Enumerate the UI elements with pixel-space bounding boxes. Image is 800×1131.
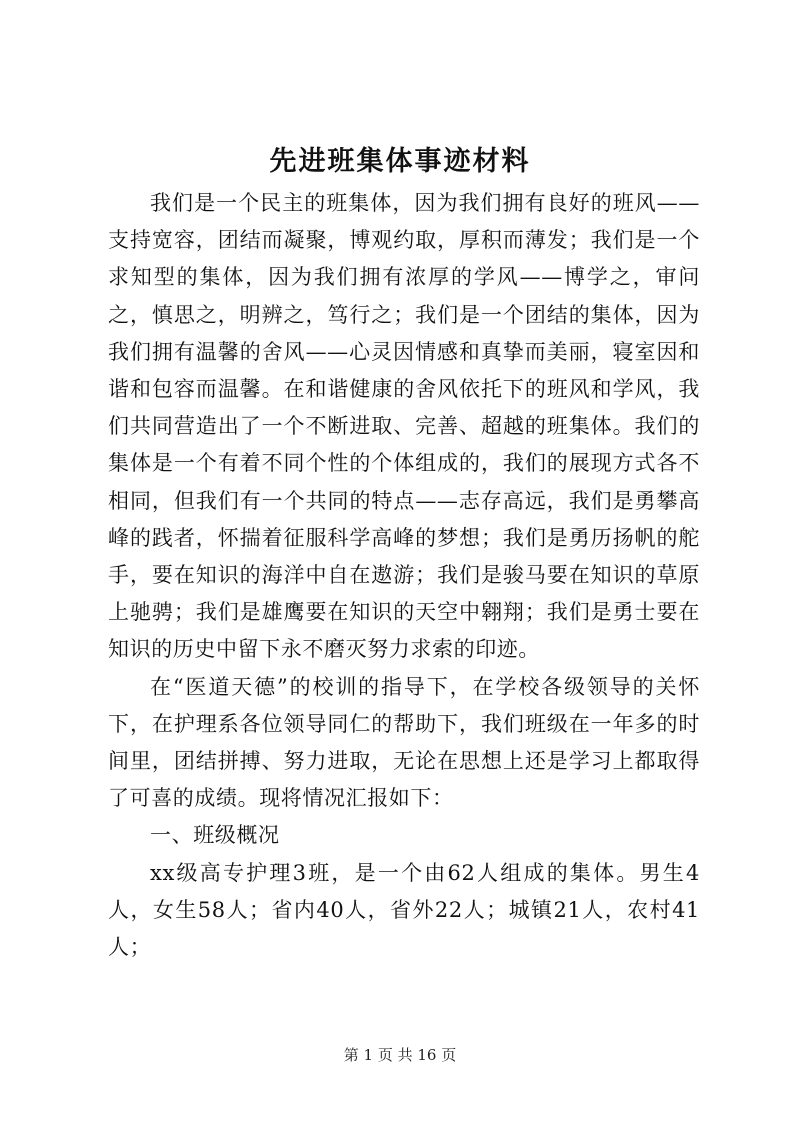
- document-body: [108, 185, 700, 966]
- document-title: 先进班集体事迹材料: [269, 146, 531, 177]
- section-heading-class-overview: 一、班级概况: [150, 823, 280, 848]
- paragraph-class-spirit: 我们是一个民主的班集体，因为我们拥有良好的班风——支持宽容，团结而凝聚，博观约取，厚积而薄发；我们是一个求知型的集体，因为我们拥有浓厚的学风——博学之，审问之，慎思之，明辨之，笃行之；我们是一个团结的集体，因为我们拥有温馨的舍风——心灵因情感和真挚而美丽，寝室因和谐和包容而温馨。在和谐健康的舍风依托下的班风和学风，我们共同营造出了一个不断进取、完善、超越的班集体。我们的集体是一个有着不同个性的个体组成的，我们的展现方式各不相同，但我们有一个共同的特点——志存高远，我们是勇攀高峰的践者，怀揣着征服科学高峰的梦想；我们是勇历扬帆的舵手，要在知识的海洋中自在遨游；我们是骏马要在知识的草原上驰骋；我们是雄鹰要在知识的天空中翱翔；我们是勇士要在知识的历史中留下永不磨灭努力求索的印迹。: [108, 191, 700, 662]
- paragraph-class-composition: xx级高专护理3班，是一个由62人组成的集体。男生4人，女生58人；省内40人，省外22人；城镇21人，农村41人；: [108, 860, 700, 960]
- paragraph-achievements-intro: 在“医道天德”的校训的指导下，在学校各级领导的关怀下，在护理系各位领导同仁的帮助下，我们班级在一年多的时间里，团结拼搏、努力进取，无论在思想上还是学习上都取得了可喜的成绩。现将情况汇报如下：: [108, 674, 700, 811]
- page-number-footer: 第 1 页 共 16 页: [343, 1046, 457, 1064]
